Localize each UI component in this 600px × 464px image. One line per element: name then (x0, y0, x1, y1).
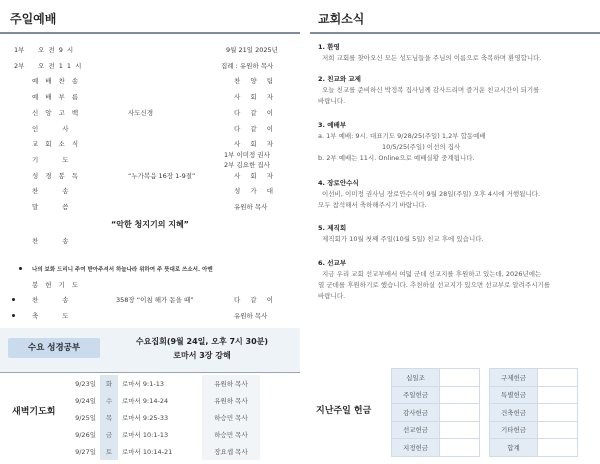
offering-amount (538, 386, 578, 404)
order-item-name: 예배부름 (32, 93, 86, 101)
prayer-date: 9/24일 (75, 397, 96, 405)
news-item-line: 열 군데를 후원하기로 했습니다. 추천하실 선교지가 있으면 선교부로 알려주시기를 (318, 281, 551, 289)
order-item (8, 236, 288, 247)
offering-category: 기타헌금 (490, 421, 538, 439)
sermon-title: “악한 청지기의 지혜” (111, 220, 189, 229)
offering-amount (538, 439, 578, 457)
bullet-dot (19, 267, 22, 270)
news-item (318, 74, 590, 107)
order-item-role: 사 회 자 (234, 172, 277, 180)
offering-table (391, 368, 578, 457)
order-item-role: 다 같 이 (234, 109, 277, 117)
order-item-role: 사 회 자 (234, 140, 277, 148)
prayer-day: 수 (100, 392, 118, 409)
order-item-name: 축도 (32, 312, 93, 320)
prayer-day: 토 (100, 443, 118, 460)
news-item-line: a. 1부 예배: 9시. 대표기도 9/28/25(주일) 1,2부 합동예배 (318, 132, 486, 140)
table-row (392, 386, 578, 404)
prayer-date: 9/27일 (75, 448, 96, 456)
table-row (64, 409, 260, 426)
table-row (392, 404, 578, 422)
order-item (8, 92, 288, 103)
prayer-day: 금 (100, 426, 118, 443)
prayer-date: 9/23일 (75, 380, 96, 388)
order-item (8, 186, 288, 197)
offering-category: 선교헌금 (392, 421, 440, 439)
prayer-text: 로마서 9:14-24 (122, 397, 169, 405)
news-item (318, 223, 590, 245)
prayer-date: 9/26일 (75, 431, 96, 439)
news-item (318, 120, 590, 164)
order-item-role: 다 같 이 (234, 296, 277, 304)
order-item (8, 139, 288, 150)
service-label: 2부 (14, 62, 25, 70)
service-label: 1부 (14, 46, 25, 54)
offering-amount (440, 439, 480, 457)
offering-amount (440, 404, 480, 422)
news-item (318, 178, 590, 211)
order-item (8, 202, 288, 213)
offering-amount (538, 369, 578, 387)
section-divider (0, 372, 300, 373)
offering-amount (440, 421, 480, 439)
table-row (392, 369, 578, 387)
dawn-prayer-label: 새벽기도회 (12, 407, 56, 417)
offering-label: 지난주일 헌금 (316, 406, 372, 416)
order-item-detail: 358장 “이침 해가 돋을 때” (116, 296, 194, 304)
prayer-leader: 하승민 목사 (202, 426, 260, 443)
worship-title: 주일예배 (10, 12, 57, 26)
order-item-role: 찬 양 팀 (234, 77, 277, 85)
prayer-day: 목 (100, 409, 118, 426)
order-item-role: 유원하 목사 (234, 203, 268, 211)
news-item-line: 모두 참석해서 축하해주시기 바랍니다. (318, 201, 427, 209)
table-row (392, 421, 578, 439)
service-time: 오 전 9 시 (38, 46, 75, 54)
news-item-line: 오늘 친교를 준비하신 박정복 집사님께 감사드리며 즐거운 친교시간이 되기를 (322, 86, 540, 94)
news-item-line: 바랍니다. (318, 97, 346, 105)
order-item-name: 찬송 (32, 187, 93, 195)
news-title-rule (310, 32, 600, 34)
order-item-name: 예배찬송 (32, 77, 86, 85)
news-item-line: 10/5/25(주일) 이선의 집사 (318, 143, 461, 151)
news-item-line: 제직회가 10월 첫째 주일(10월 5일) 친교 후에 있습니다. (322, 235, 484, 243)
service-row-1 (8, 45, 288, 56)
order-item-role: 성 가 대 (234, 187, 277, 195)
order-item-name: 봉헌기도 (32, 281, 86, 289)
order-item-role-line: 1부 이미정 권사 (224, 151, 270, 159)
news-item-line: 저희 교회를 찾아오신 모든 성도님들을 주님의 이름으로 축복하며 환영합니다. (322, 54, 542, 62)
prayer-day: 화 (100, 375, 118, 392)
service-time: 오 전 1 1 시 (38, 62, 83, 70)
order-item (8, 124, 288, 135)
order-item-name: 말씀 (32, 203, 93, 211)
order-item-role: 유원하 목사 (234, 312, 268, 320)
midweek-study-box (0, 328, 300, 372)
prayer-leader: 장요셉 목사 (202, 443, 260, 460)
order-item-name: 찬송 (32, 296, 93, 304)
news-item-title: 5. 제직회 (318, 224, 347, 232)
order-item (8, 295, 288, 306)
offering-category: 합계 (490, 439, 538, 457)
offering-amount (538, 404, 578, 422)
offering-category: 구제헌금 (490, 369, 538, 387)
order-item (8, 76, 288, 87)
prayer-date: 9/25일 (75, 414, 96, 422)
news-title: 교회소식 (318, 12, 365, 26)
offering-category: 건축헌금 (490, 404, 538, 422)
news-item-line: b. 2부 예배는 11시. Online으로 예배실황 중계됩니다. (318, 154, 475, 162)
order-item (8, 150, 288, 172)
offering-category: 십일조 (392, 369, 440, 387)
prayer-text: 로마서 9:25-33 (122, 414, 169, 422)
order-item-detail: “누가복음 16장 1-9절” (128, 172, 196, 180)
offering-category: 주일헌금 (392, 386, 440, 404)
news-item-line: 바랍니다. (318, 292, 346, 300)
news-item-title: 1. 환영 (318, 43, 340, 51)
news-item-line: 이선비, 이미정 권사님 장로안수식이 9월 28일(주일) 오후 4시에 거행됩니다. (322, 190, 541, 198)
order-item-role: 다 같 이 (234, 125, 277, 133)
offering-category: 지정헌금 (392, 439, 440, 457)
news-item-line: 지금 우리 교회 선교부에서 여덟 군데 선교지를 후원하고 있는데, 2026년에는 (322, 270, 542, 278)
midweek-study-line: 수요집회(9월 24일, 오후 7시 30분) (135, 337, 269, 346)
offering-amount (440, 369, 480, 387)
prayer-text: 로마서 10:1-13 (122, 431, 169, 439)
prayer-leader: 하승민 목사 (202, 409, 260, 426)
service-row-2 (8, 61, 288, 72)
worship-presider: 집례 : 유원하 목사 (221, 62, 274, 70)
prayer-text: 로마서 10:14-21 (122, 448, 173, 456)
news-item (318, 42, 590, 64)
order-item-name: 찬송 (32, 237, 93, 245)
table-row (64, 443, 260, 460)
order-item (8, 311, 288, 322)
prayer-leader: 유원하 목사 (202, 392, 260, 409)
news-item (318, 258, 590, 302)
midweek-study-line: 로마서 3장 강해 (173, 351, 231, 360)
order-item-name: 교회소식 (32, 140, 86, 148)
order-item (8, 108, 288, 119)
prayer-leader: 유원하 목사 (202, 375, 260, 392)
order-item-name: 인사 (32, 125, 93, 133)
news-item-title: 6. 선교부 (318, 259, 347, 267)
order-item (8, 171, 288, 182)
order-item-role-line: 2부 김요한 집사 (224, 161, 270, 169)
prayer-text: 로마서 9:1-13 (122, 380, 164, 388)
table-row (64, 392, 260, 409)
order-item-role: 사 회 자 (234, 93, 277, 101)
worship-title-rule (0, 32, 300, 34)
offering-amount (440, 386, 480, 404)
order-item-name: 기도 (32, 156, 93, 164)
order-item-detail: 사도신경 (128, 109, 154, 117)
worship-date: 9월 21일 2025년 (226, 46, 278, 54)
table-row (64, 375, 260, 392)
table-row (392, 439, 578, 457)
offering-category: 특별헌금 (490, 386, 538, 404)
news-item-title: 3. 예배부 (318, 121, 347, 129)
order-item (8, 280, 288, 291)
offering-category: 감사헌금 (392, 404, 440, 422)
table-row (64, 426, 260, 443)
offering-prayer-note: 나의 보화 드리니 주여 받아주셔서 하늘나라 위하여 주 뜻대로 쓰소서. 아멘 (32, 267, 213, 273)
news-item-title: 2. 친교와 교제 (318, 75, 361, 83)
order-item-name: 신앙고백 (32, 109, 86, 117)
midweek-study-label: 수요 성경공부 (8, 338, 100, 358)
dawn-prayer-table (64, 375, 260, 460)
order-item-name: 성경봉독 (32, 172, 86, 180)
offering-amount (538, 421, 578, 439)
news-item-title: 4. 장로안수식 (318, 179, 359, 187)
